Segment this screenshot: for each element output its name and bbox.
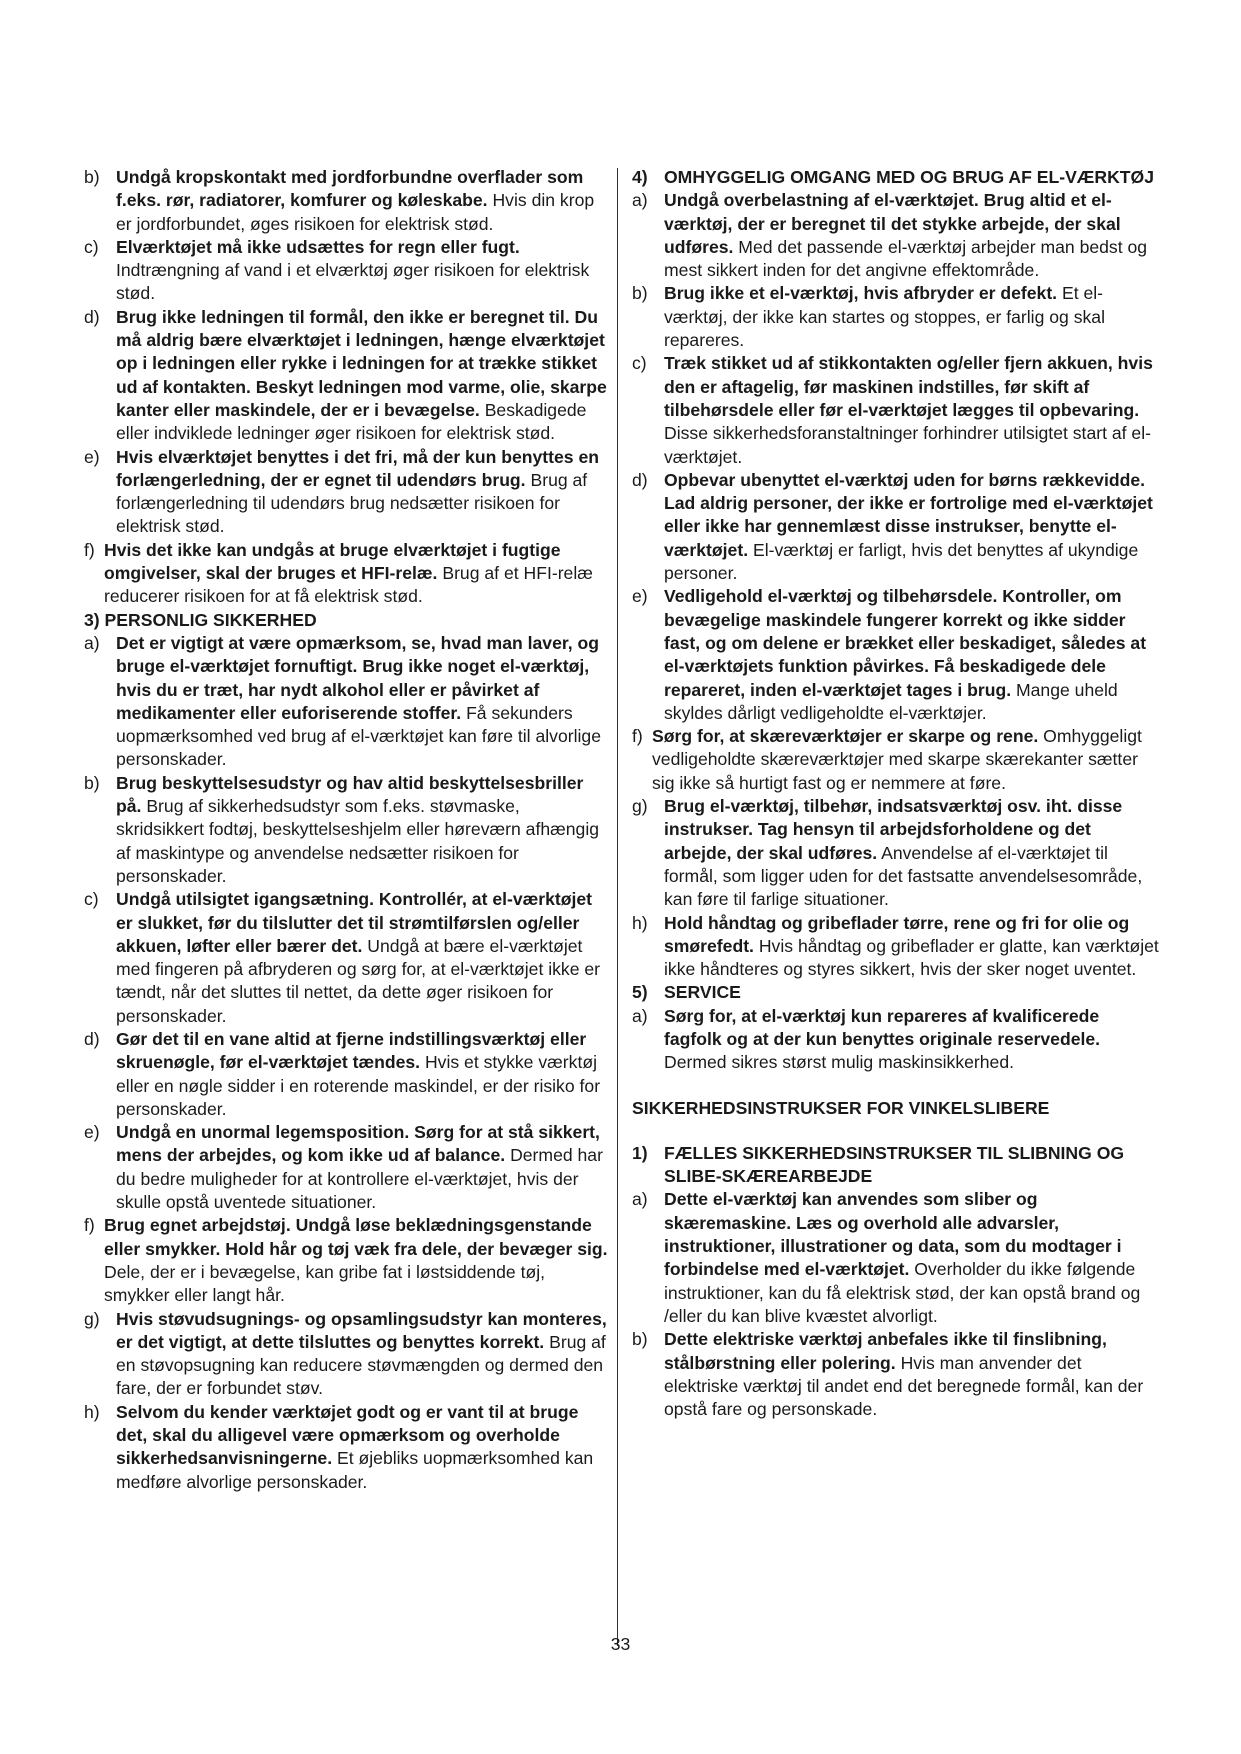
- list-item: [632, 795, 1160, 911]
- item-bold-text: Undgå en unormal legemsposition. Sørg for at stå sikkert, mens der arbejdes, og kom ikke ud af balance.: [116, 1122, 600, 1166]
- item-label: d): [632, 469, 648, 490]
- item-bold-text: Sørg for, at skæreværktøjer er skarpe og rene.: [652, 726, 1039, 747]
- list-item: [84, 306, 610, 446]
- item-text: Disse sikkerhedsforanstaltninger forhindrer utilsigtet start af el-værktøjet.: [664, 423, 1151, 467]
- item-label: g): [632, 796, 648, 817]
- item-text: Hvis din krop er jordforbundet, øges risikoen for elektrisk stød.: [116, 190, 595, 234]
- right-column: [632, 166, 1160, 1421]
- item-label: b): [632, 283, 648, 304]
- item-text: Overholder du ikke følgende instruktioner, kan du få elektrisk stød, der kan opstå brand og /eller du kan blive kvæstet alvorligt.: [664, 1259, 1141, 1326]
- list-item: [632, 282, 1160, 352]
- item-bold-text: Sørg for, at el-værktøj kun repareres af kvalificerede fagfolk og at der kun benyttes originale reservedele.: [664, 1005, 1101, 1049]
- item-text: Et el-værktøj, der ikke kan startes og stoppes, er farlig og skal repareres.: [664, 283, 1106, 351]
- item-label: h): [632, 912, 648, 933]
- item-bold-text: Brug beskyttelsesudstyr og hav altid beskyttelsesbriller på.: [116, 772, 584, 817]
- list-item: [84, 539, 610, 609]
- item-label: g): [84, 1308, 100, 1329]
- item-label: f): [632, 726, 643, 747]
- item-text: Beskadigede eller indviklede ledninger øger risikoen for elektrisk stød.: [116, 399, 587, 444]
- item-label: a): [632, 1189, 648, 1210]
- item-bold-text: Selvom du kender værktøjet godt og er vant til at bruge det, skal du alligevel være opmærksom og overholde sikkerhedsanvisningerne.: [116, 1401, 579, 1469]
- section-title: FÆLLES SIKKERHEDSINSTRUKSER TIL SLIBNING OG SLIBE-SKÆREARBEJDE: [664, 1142, 1125, 1187]
- list-item: [632, 725, 1160, 795]
- list-item: [84, 632, 610, 772]
- document-section-title: SIKKERHEDSINSTRUKSER FOR VINKELSLIBERE: [632, 1097, 1050, 1118]
- list-item: [84, 1028, 610, 1121]
- item-label: e): [84, 1122, 100, 1143]
- item-text: El-værktøj er farligt, hvis det benyttes af ukyndige personer.: [664, 539, 1139, 584]
- item-text: Brug af forlængerledning til udendørs brug nedsætter risikoen for elektrisk stød.: [116, 469, 588, 537]
- section-heading: 3) PERSONLIG SIKKERHED: [84, 609, 317, 630]
- section-number: 1): [632, 1142, 648, 1163]
- item-text: Dermed sikres størst mulig maskinsikkerhed.: [664, 1052, 1015, 1073]
- section-title: OMHYGGELIG OMGANG MED OG BRUG AF EL-VÆRKTØJ: [664, 167, 1155, 187]
- item-bold-text: Træk stikket ud af stikkontakten og/eller fjern akkuen, hvis den er aftagelig, før maskinen indstilles, før skift af tilbehørsdele eller før el-værktøjet lægges til opbevaring.: [664, 353, 1153, 420]
- section-number: 5): [632, 982, 648, 1003]
- item-bold-text: Undgå utilsigtet igangsætning. Kontrollér, at el-værktøjet er slukket, før du tilslutter det til strømtilførslen og/eller akkuen, løfter eller bærer det.: [116, 889, 593, 956]
- list-item: [632, 1188, 1160, 1328]
- list-item: [632, 1328, 1160, 1421]
- item-bold-text: Vedligehold el-værktøj og tilbehørsdele. Kontroller, om bevægelige maskindele fungerer korrekt og ikke sidder fast, og om delene er brækket eller beskadiget, således at el-værktøjets funktion påvirkes. Få beskadigede dele repareret, inden el-værktøjet tages i brug.: [664, 586, 1147, 700]
- list-item: [632, 1005, 1160, 1075]
- item-label: c): [84, 236, 99, 257]
- item-text: Med det passende el-værktøj arbejder man bedst og mest sikkert inden for det angivne effektområde.: [664, 236, 1148, 281]
- section-heading: [632, 981, 1160, 1004]
- item-label: f): [84, 1215, 95, 1236]
- item-bold-text: Dette el-værktøj kan anvendes som sliber og skæremaskine. Læs og overhold alle advarsler, instruktioner, illustrationer og data, som du modtager i forbindelse med el-værktøjet.: [664, 1189, 1122, 1280]
- item-label: b): [84, 772, 100, 793]
- item-bold-text: Brug el-værktøj, tilbehør, indsatsværktøj osv. iht. disse instrukser. Tag hensyn til arbejdsforholdene og det arbejde, der skal udføres.: [664, 796, 1123, 863]
- list-item: [632, 352, 1160, 468]
- item-text: Dele, der er i bevægelse, kan gribe fat i løstsiddende tøj, smykker eller langt hår.: [104, 1261, 546, 1306]
- item-bold-text: Hvis det ikke kan undgås at bruge elværktøjet i fugtige omgivelser, skal der bruges et HFI-relæ.: [104, 539, 561, 584]
- item-label: e): [84, 446, 100, 467]
- item-bold-text: Opbevar ubenyttet el-værktøj uden for børns rækkevidde. Lad aldrig personer, der ikke er fortrolige med el-værktøjet eller ikke har gennemlæst disse instrukser, benytte el-værktøjet.: [664, 469, 1153, 560]
- item-bold-text: Brug ikke ledningen til formål, den ikke er beregnet til. Du må aldrig bære elværktøjet i ledningen, hænge elværktøjet op i ledningen eller rykke i ledningen for at trække stikket ud af kontakten. Beskyt ledningen mod varme, olie, skarpe kanter eller maskindele, der er i bevægelse.: [116, 306, 607, 420]
- item-bold-text: Undgå overbelastning af el-værktøjet. Brug altid et el-værktøj, der er beregnet til det stykke arbejde, der skal udføres.: [664, 190, 1121, 257]
- item-bold-text: Hvis elværktøjet benyttes i det fri, må der kun benyttes en forlængerledning, der er egnet til udendørs brug.: [116, 446, 599, 490]
- list-item: [84, 772, 610, 888]
- item-bold-text: Elværktøjet må ikke udsættes for regn eller fugt.: [116, 236, 520, 257]
- item-bold-text: Dette elektriske værktøj anbefales ikke til finslibning, stålbørstning eller polering.: [664, 1329, 1107, 1373]
- list-item: [84, 1121, 610, 1214]
- item-label: c): [84, 889, 99, 910]
- item-text: Hvis et stykke værktøj eller en nøgle sidder i en roterende maskindel, er der risiko for personskader.: [116, 1052, 601, 1119]
- section-heading: [632, 1142, 1160, 1189]
- item-text: Dermed har du bedre muligheder for at kontrollere el-værktøjet, hvis der skulle opstå uventede situationer.: [116, 1145, 603, 1213]
- item-label: d): [84, 1028, 100, 1049]
- item-text: Omhyggeligt vedligeholdte skæreværktøjer med skarpe skærekanter sætter sig ikke så hurtigt fast og er nemmere at føre.: [652, 726, 1142, 793]
- item-text: Mange uheld skyldes dårligt vedligeholdte el-værktøjer.: [664, 679, 1118, 723]
- item-text: Et øjebliks uopmærksomhed kan medføre alvorlige personskader.: [116, 1448, 594, 1492]
- item-bold-text: Hold håndtag og gribeflader tørre, rene og fri for olie og smørefedt.: [664, 912, 1130, 956]
- list-item: [632, 912, 1160, 982]
- item-text: Anvendelse af el-værktøjet til formål, som ligger uden for det fastsatte anvendelsesområde, kan føre til farlige situationer.: [664, 842, 1143, 910]
- item-text: Undgå at bære el-værktøjet med fingeren på afbryderen og sørg for, at el-værktøjet ikke er tændt, når det sluttes til nettet, da dette øger risikoen for personskader.: [116, 935, 601, 1026]
- page-number: 33: [610, 1634, 631, 1654]
- item-label: b): [632, 1329, 648, 1350]
- item-bold-text: Brug egnet arbejdstøj. Undgå løse beklædningsgenstande eller smykker. Hold hår og tøj væk fra dele, der bevæger sig.: [104, 1215, 608, 1259]
- list-item: [84, 1214, 610, 1307]
- list-item: [84, 166, 610, 236]
- item-label: a): [632, 190, 648, 211]
- item-label: c): [632, 353, 647, 374]
- list-item: [84, 1401, 610, 1494]
- item-label: f): [84, 539, 95, 560]
- item-bold-text: Gør det til en vane altid at fjerne indstillingsværktøj eller skruenøgle, før el-værktøjet tændes.: [116, 1028, 587, 1073]
- item-text: Indtrængning af vand i et elværktøj øger risikoen for elektrisk stød.: [116, 260, 590, 304]
- item-text: Brug af et HFI-relæ reducerer risikoen for at få elektrisk stød.: [104, 563, 593, 607]
- column-divider: [617, 168, 618, 1646]
- section-number: 4): [632, 167, 648, 187]
- list-item: [84, 1308, 610, 1401]
- item-bold-text: Det er vigtigt at være opmærksom, se, hvad man laver, og bruge el-værktøjet fornuftigt. Brug ikke noget el-værktøj, hvis du er træt, har nydt alkohol eller er påvirket af medikamenter eller euforiserende stoffer.: [116, 632, 600, 723]
- item-text: Få sekunders uopmærksomhed ved brug af el-værktøjet kan føre til alvorlige personskader.: [116, 702, 601, 770]
- item-text: Hvis håndtag og gribeflader er glatte, kan værktøjet ikke håndteres og styres sikkert, hvis der sker noget uventet.: [664, 935, 1159, 980]
- list-item: [632, 469, 1160, 585]
- item-label: h): [84, 1401, 100, 1422]
- list-item: [632, 189, 1160, 282]
- item-label: a): [632, 1005, 648, 1026]
- item-label: a): [84, 632, 100, 653]
- list-item: [84, 446, 610, 539]
- item-label: d): [84, 306, 100, 327]
- item-text: Brug af en støvopsugning kan reducere støvmængden og dermed den fare, der er forbundet støv.: [116, 1331, 606, 1399]
- item-bold-text: Hvis støvudsugnings- og opsamlingsudstyr kan monteres, er det vigtigt, at dette tilsluttes og benyttes korrekt.: [116, 1308, 607, 1352]
- list-item: [632, 585, 1160, 725]
- item-label: e): [632, 586, 648, 607]
- item-bold-text: Brug ikke et el-værktøj, hvis afbryder er defekt.: [664, 283, 1058, 304]
- left-column: [84, 166, 610, 1494]
- item-bold-text: Undgå kropskontakt med jordforbundne overflader som f.eks. rør, radiatorer, komfurer og køleskabe.: [116, 167, 584, 211]
- list-item: [84, 888, 610, 1028]
- list-item: [84, 236, 610, 306]
- item-text: Brug af sikkerhedsudstyr som f.eks. støvmaske, skridsikkert fodtøj, beskyttelseshjelm eller høreværn afhængig af maskintype og anvendelse nedsætter risikoen for personskader.: [116, 796, 600, 886]
- item-text: Hvis man anvender det elektriske værktøj til andet end det beregnede formål, kan der opstå fare og personskade.: [664, 1352, 1144, 1420]
- section-heading: [632, 166, 1160, 189]
- section-title: SERVICE: [664, 982, 741, 1003]
- item-label: b): [84, 167, 100, 187]
